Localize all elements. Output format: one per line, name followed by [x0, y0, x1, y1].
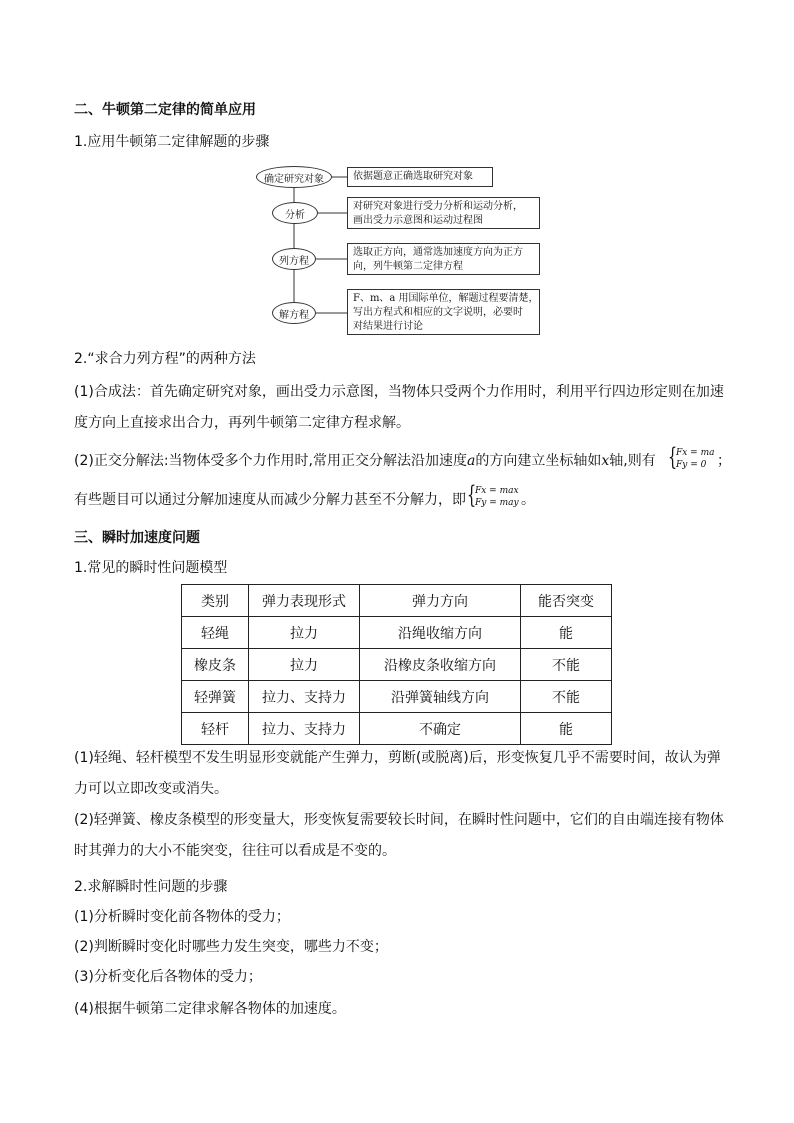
- flow-node-analyze: 分析: [272, 202, 318, 224]
- table-cell: 轻弹簧: [182, 681, 249, 713]
- equation-2-line-1: Fx = max: [475, 486, 519, 496]
- flow-node-determine-object: 确定研究对象: [256, 166, 332, 188]
- symbol-a: a: [467, 453, 476, 469]
- method-1-paragraph: (1)合成法：首先确定研究对象，画出受力示意图，当物体只受两个力作用时，利用平行四边形定则在加速度方向上直接求出合力，再列牛顿第二定律方程求解。: [74, 384, 724, 431]
- section-heading-3: 三、瞬时加速度问题: [74, 530, 200, 546]
- step-item: (3)分析变化后各物体的受力；: [74, 969, 262, 985]
- table-row: [182, 681, 612, 713]
- flow-note-4-line-1: F、m、a 用国际单位，解题过程要清楚，: [353, 293, 539, 304]
- equation-2-line-2: Fy = may: [475, 498, 519, 508]
- equation-system-2: [467, 481, 523, 511]
- method-2-line-1: [74, 451, 656, 471]
- flow-note-3: [347, 243, 540, 275]
- table-cell: 不能: [521, 649, 612, 681]
- steps-2-title: 2.求解瞬时性问题的步骤: [74, 879, 228, 895]
- flow-node-solve-equation: 解方程: [272, 302, 316, 324]
- table-cell: 拉力: [249, 649, 360, 681]
- flow-note-1-line: 依据题意正确选取研究对象: [353, 171, 473, 182]
- method-2-text-a: (2)正交分解法:当物体受多个力作用时,常用正交分解法沿加速度: [74, 453, 467, 469]
- flow-note-2-line-1: 对研究对象进行受力分析和运动分析，: [353, 201, 523, 212]
- flow-note-4: [347, 289, 540, 335]
- step-item: (4)根据牛顿第二定律求解各物体的加速度。: [74, 1001, 346, 1017]
- table-cell: 拉力、支持力: [249, 681, 360, 713]
- table-header-cell: 能否突变: [521, 585, 612, 617]
- table-header-cell: 弹力方向: [360, 585, 521, 617]
- table-cell: 橡皮条: [182, 649, 249, 681]
- table-cell: 轻绳: [182, 617, 249, 649]
- table-header-cell: 类别: [182, 585, 249, 617]
- methods-title: 2.“求合力列方程”的两种方法: [74, 351, 256, 367]
- table-cell: 拉力: [249, 617, 360, 649]
- note-2-paragraph: (2)轻弹簧、橡皮条模型的形变量大，形变恢复需要较长时间，在瞬时性问题中，它们的自由端连接有物体时其弹力的大小不能突变，往往可以看成是不变的。: [74, 812, 724, 859]
- method-2-end-mark: ；: [717, 453, 731, 469]
- table-cell: 能: [521, 617, 612, 649]
- flow-note-1: [347, 167, 493, 187]
- flow-note-3-line-2: 向，列牛顿第二定律方程: [353, 261, 463, 272]
- step-item: (2)判断瞬时变化时哪些力发生突变，哪些力不变；: [74, 939, 388, 955]
- steps-title: 1.应用牛顿第二定律解题的步骤: [74, 134, 270, 150]
- table-cell: 能: [521, 713, 612, 745]
- flow-note-2: [347, 197, 540, 229]
- method-2-line-2: 有些题目可以通过分解加速度从而减少分解力甚至不分解力，即: [74, 492, 466, 508]
- table-cell: 沿橡皮条收缩方向: [360, 649, 521, 681]
- table-row: [182, 649, 612, 681]
- table-header-row: [182, 585, 612, 617]
- method-2-text-c: 轴,则有: [609, 453, 656, 469]
- table-cell: 轻杆: [182, 713, 249, 745]
- table-row: [182, 713, 612, 745]
- model-title: 1.常见的瞬时性问题模型: [74, 560, 228, 576]
- step-item: (1)分析瞬时变化前各物体的受力；: [74, 909, 290, 925]
- table-header-cell: 弹力表现形式: [249, 585, 360, 617]
- table-cell: 不确定: [360, 713, 521, 745]
- method-2-line-2-end: 。: [521, 492, 535, 508]
- section-heading-2: 二、牛顿第二定律的简单应用: [74, 102, 256, 118]
- flow-note-2-line-2: 画出受力示意图和运动过程图: [353, 215, 483, 226]
- equation-1-line-1: Fx = ma: [676, 448, 715, 458]
- brace-icon: {: [467, 481, 477, 509]
- method-2-text-b: 的方向建立坐标轴如: [475, 453, 602, 469]
- table-cell: 沿弹簧轴线方向: [360, 681, 521, 713]
- table-cell: 不能: [521, 681, 612, 713]
- note-1-paragraph: (1)轻绳、轻杆模型不发生明显形变就能产生弹力，剪断(或脱离)后，形变恢复几乎不需要时间，故认为弹力可以立即改变或消失。: [74, 750, 721, 797]
- equation-system-1: [668, 443, 720, 473]
- brace-icon: {: [668, 443, 678, 471]
- flow-note-3-line-1: 选取正方向，通常选加速度方向为正方: [353, 247, 523, 258]
- table-cell: 沿绳收缩方向: [360, 617, 521, 649]
- table-cell: 拉力、支持力: [249, 713, 360, 745]
- flow-note-4-line-3: 对结果进行讨论: [353, 321, 423, 332]
- table-row: [182, 617, 612, 649]
- flow-node-list-equation: 列方程: [272, 248, 316, 270]
- flow-note-4-line-2: 写出方程式和相应的文字说明，必要时: [353, 307, 523, 318]
- equation-1-line-2: Fy = 0: [676, 460, 707, 470]
- symbol-x: x: [601, 453, 610, 469]
- instant-model-table: [181, 584, 612, 745]
